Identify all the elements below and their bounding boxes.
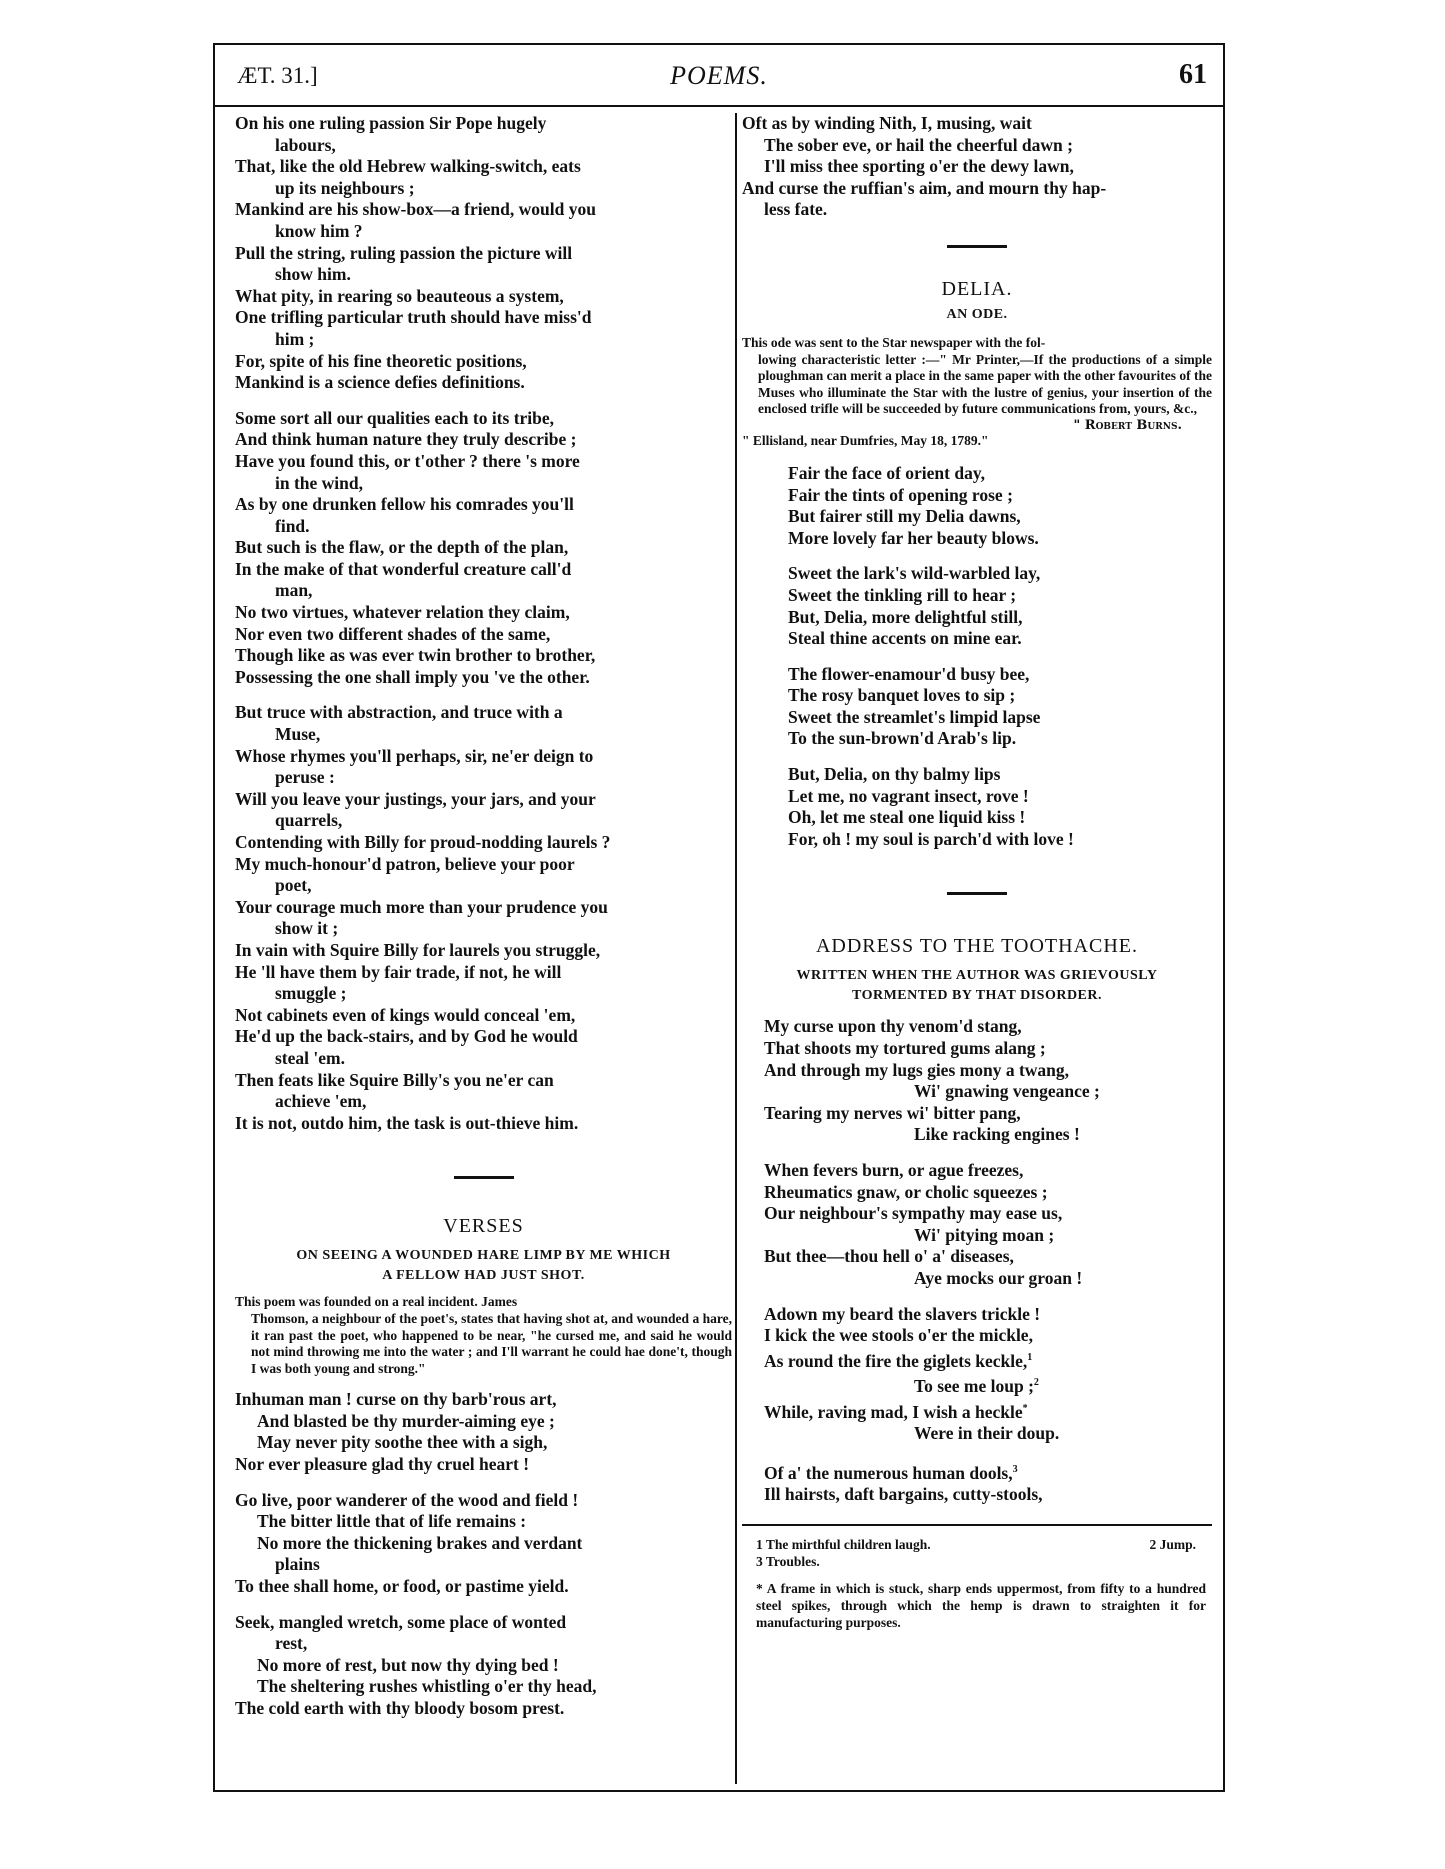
verse-line: Aye mocks our groan ! — [914, 1267, 1083, 1288]
verse-line: No more the thickening brakes and verdant — [257, 1532, 583, 1553]
page-number: 61 — [1179, 59, 1207, 90]
verse-line: Inhuman man ! curse on thy barb'rous art, — [235, 1389, 557, 1410]
footnote-marker: * — [1022, 1402, 1028, 1414]
footnote: 3 Troubles. — [756, 1553, 820, 1569]
delia-poem — [742, 278, 1212, 850]
verse-line: But such is the flaw, or the depth of the plan, — [235, 537, 569, 558]
verse-line: peruse : — [275, 767, 335, 788]
verse-line: But, Delia, on thy balmy lips — [788, 764, 1001, 785]
verse-line: Seek, mangled wretch, some place of wonted — [235, 1611, 567, 1632]
verse-line: And curse the ruffian's aim, and mourn thy hap- — [742, 177, 1107, 198]
verse-line: poet, — [275, 875, 312, 896]
headnote-text: This poem was founded on a real incident. James — [235, 1294, 518, 1310]
verse-line: I kick the wee stools o'er the mickle, — [764, 1325, 1033, 1346]
verse-line: Then feats like Squire Billy's you ne'er can — [235, 1069, 554, 1090]
left-column — [235, 113, 732, 1784]
poem-title: DELIA. — [941, 277, 1013, 300]
verse-line: As by one drunken fellow his comrades you'll — [235, 494, 574, 515]
verse-line: More lovely far her beauty blows. — [788, 527, 1039, 548]
poem-subtitle: ON SEEING A WOUNDED HARE LIMP BY ME WHICH — [296, 1248, 671, 1264]
verse-line: Nor even two different shades of the same, — [235, 623, 551, 644]
poem-title: ADDRESS TO THE TOOTHACHE. — [815, 935, 1139, 958]
verse-line: Have you found this, or t'other ? there 's more — [235, 450, 580, 471]
verses-poem — [235, 1215, 732, 1719]
footnote: * A frame in which is stuck, sharp ends uppermost, from fifty to a hundred steel spikes, through which the hemp is drawn to straighten it for manufacturing purposes. — [756, 1580, 1206, 1630]
verse-line: Mankind are his show-box—a friend, would you — [235, 199, 596, 220]
verse-line: The rosy banquet loves to sip ; — [788, 685, 1016, 706]
verse-line: And blasted be thy murder-aiming eye ; — [257, 1410, 555, 1431]
verse-line: labours, — [275, 134, 336, 155]
verse-line: in the wind, — [275, 472, 364, 493]
column-divider — [735, 113, 737, 1784]
poem-title: VERSES — [443, 1215, 524, 1238]
verse-line: Oh, let me steal one liquid kiss ! — [788, 807, 1026, 828]
verse-line: Adown my beard the slavers trickle ! — [764, 1303, 1041, 1324]
verse-line: My much-honour'd patron, believe your poor — [235, 853, 575, 874]
verse-line: The bitter little that of life remains : — [257, 1511, 527, 1532]
verse-line — [742, 1398, 1212, 1423]
verse-line: Though like as was ever twin brother to brother, — [235, 645, 596, 666]
verse-line: Muse, — [275, 724, 321, 745]
verse-line: That, like the old Hebrew walking-switch, eats — [235, 156, 581, 177]
verse-line: The sheltering rushes whistling o'er thy head, — [257, 1676, 597, 1697]
verse-line: Steal thine accents on mine ear. — [788, 628, 1022, 649]
footnotes — [742, 1536, 1212, 1631]
poem-subtitle: WRITTEN WHEN THE AUTHOR WAS GRIEVOUSLY — [796, 968, 1158, 984]
verse-line: And think human nature they truly describe ; — [235, 429, 577, 450]
verse-line: Rheumatics gnaw, or cholic squeezes ; — [764, 1181, 1048, 1202]
verse-line: For, oh ! my soul is parch'd with love ! — [788, 828, 1074, 849]
verse-text: While, raving mad, I wish a heckle — [764, 1401, 1023, 1422]
verse-line: Go live, poor wanderer of the wood and field ! — [235, 1489, 579, 1510]
verse-line: For, spite of his fine theoretic positions, — [235, 350, 527, 371]
headnote-text: This ode was sent to the Star newspaper with the fol- — [742, 334, 1046, 350]
verse-line: Your courage much more than your prudence you — [235, 896, 608, 917]
verse-line: Nor ever pleasure glad thy cruel heart ! — [235, 1454, 530, 1475]
verse-line: And through my lugs gies mony a twang, — [764, 1059, 1070, 1080]
verse-line — [742, 1347, 1212, 1372]
verse-line: find. — [275, 515, 310, 536]
verse-line: up its neighbours ; — [275, 177, 415, 198]
verse-line: To thee shall home, or food, or pastime yield. — [235, 1576, 569, 1597]
running-header — [215, 45, 1223, 107]
footnote — [756, 1536, 1206, 1553]
verse-line: man, — [275, 580, 313, 601]
footnote-text: 1 The mirthful children laugh. — [756, 1536, 931, 1552]
footnote-marker: 1 — [1027, 1351, 1033, 1363]
verse-line: Mankind is a science defies definitions. — [235, 372, 525, 393]
verse-line: When fevers burn, or ague freezes, — [764, 1160, 1024, 1180]
verse-line: Ill hairsts, daft bargains, cutty-stools, — [764, 1484, 1043, 1505]
verses-continued-stanza — [742, 113, 1212, 221]
toothache-poem — [742, 935, 1212, 1505]
poem-subtitle: AN ODE. — [946, 306, 1008, 322]
verse-line: Sweet the streamlet's limpid lapse — [788, 706, 1041, 727]
verse-line: But fairer still my Delia dawns, — [788, 506, 1021, 527]
verse-text: Of a' the numerous human dools, — [764, 1462, 1013, 1483]
verse-line: May never pity soothe thee with a sigh, — [257, 1432, 548, 1453]
verse-line: Were in their doup. — [914, 1423, 1060, 1444]
verse-line: But truce with abstraction, and truce with a — [235, 702, 563, 723]
letter-signature: " Robert Burns. — [1073, 417, 1182, 433]
epistle-stanza-3 — [235, 702, 732, 1134]
footnote-marker: 3 — [1012, 1463, 1018, 1475]
verse-line: show him. — [275, 264, 351, 285]
verse-line: Whose rhymes you'll perhaps, sir, ne'er deign to — [235, 745, 594, 766]
verse-line: plains — [275, 1554, 320, 1575]
verse-line: Fair the tints of opening rose ; — [788, 484, 1013, 505]
header-title: POEMS. — [670, 61, 768, 90]
verse-line: On his one ruling passion Sir Pope hugely — [235, 113, 547, 133]
verse-line: rest, — [275, 1633, 308, 1654]
verse-line: In vain with Squire Billy for laurels you struggle, — [235, 939, 601, 960]
verse-line: show it ; — [275, 918, 339, 939]
verse-line: No more of rest, but now thy dying bed ! — [257, 1654, 559, 1675]
verse-line: less fate. — [764, 199, 828, 220]
letter-dateline: " Ellisland, near Dumfries, May 18, 1789." — [742, 432, 989, 448]
footnote-text: 2 Jump. — [1149, 1536, 1196, 1552]
verse-line: The sober eve, or hail the cheerful dawn ; — [764, 134, 1073, 155]
verse-line: One trifling particular truth should have miss'd — [235, 307, 592, 328]
epistle-stanza-2 — [235, 408, 732, 689]
verse-line: To the sun-brown'd Arab's lip. — [788, 728, 1017, 749]
verse-text: To see me loup ; — [914, 1376, 1034, 1396]
verse-line: Tearing my nerves wi' bitter pang, — [764, 1102, 1021, 1123]
headnote — [742, 335, 1212, 418]
poem-subtitle: A FELLOW HAD JUST SHOT. — [382, 1268, 585, 1284]
footnote-marker: 2 — [1033, 1377, 1039, 1389]
verse-line — [742, 1372, 1212, 1397]
verse-line: Wi' pitying moan ; — [914, 1224, 1055, 1245]
verse-line: I'll miss thee sporting o'er the dewy lawn, — [764, 156, 1074, 177]
verse-line: That shoots my tortured gums alang ; — [764, 1038, 1046, 1059]
poem-subtitle: TORMENTED BY THAT DISORDER. — [852, 988, 1102, 1004]
verse-line: Pull the string, ruling passion the picture will — [235, 242, 573, 263]
right-column — [742, 113, 1212, 1784]
verse-line: Fair the face of orient day, — [788, 462, 985, 483]
verse-line: In the make of that wonderful creature call'd — [235, 558, 572, 579]
verse-line: No two virtues, whatever relation they claim, — [235, 602, 570, 623]
verse-line: him ; — [275, 328, 315, 349]
verse-line: know him ? — [275, 220, 363, 241]
verse-line: Not cabinets even of kings would conceal 'em, — [235, 1004, 576, 1025]
verse-line: achieve 'em, — [275, 1091, 367, 1112]
verse-line: Our neighbour's sympathy may ease us, — [764, 1203, 1063, 1224]
page-frame — [213, 43, 1225, 1792]
verse-line: Like racking engines ! — [914, 1124, 1080, 1145]
headnote-text: lowing characteristic letter :—" Mr Printer,—If the productions of a simple ploughman can merit a place in the same paper with the other favourites of the Muses who illuminate the Star with the lustre of genius, your insertion of the enclosed trifle will be succeeded by future communications from, yours, &c., — [758, 351, 1212, 417]
verse-line: Oft as by winding Nith, I, musing, wait — [742, 113, 1032, 133]
headnote — [235, 1294, 732, 1377]
verse-line: quarrels, — [275, 810, 343, 831]
verse-line: What pity, in rearing so beauteous a system, — [235, 285, 564, 306]
verse-line: Contending with Billy for proud-nodding laurels ? — [235, 832, 611, 852]
verse-line: Sweet the tinkling rill to hear ; — [788, 584, 1017, 605]
footnote-rule — [742, 1524, 1212, 1526]
verse-line: Wi' gnawing vengeance ; — [914, 1081, 1100, 1102]
verse-line: But, Delia, more delightful still, — [788, 606, 1023, 627]
verse-line: The cold earth with thy bloody bosom prest. — [235, 1698, 565, 1718]
verse-line: He 'll have them by fair trade, if not, he will — [235, 961, 562, 982]
headnote-text: Thomson, a neighbour of the poet's, states that having shot at, and wounded a hare, it ran past the poet, who happened to be near, "he cursed me, and said he would not mind throwing me into the water ; and I'll warrant he could hae done't, though I was both young and strong." — [251, 1310, 732, 1376]
verse-line: The flower-enamour'd busy bee, — [788, 663, 1030, 684]
verse-line: Sweet the lark's wild-warbled lay, — [788, 563, 1041, 584]
verse-line: Let me, no vagrant insect, rove ! — [788, 785, 1029, 806]
verse-text: As round the fire the giglets keckle, — [764, 1350, 1028, 1371]
verse-line: Possessing the one shall imply you 've the other. — [235, 666, 590, 687]
verse-line: Will you leave your justings, your jars, and your — [235, 788, 596, 809]
header-age: ÆT. 31.] — [237, 63, 318, 88]
verse-line: But thee—thou hell o' a' diseases, — [764, 1246, 1014, 1267]
verse-line: smuggle ; — [275, 983, 347, 1004]
verse-line: My curse upon thy venom'd stang, — [764, 1016, 1022, 1037]
verse-line: He'd up the back-stairs, and by God he would — [235, 1026, 578, 1047]
verse-line: Some sort all our qualities each to its tribe, — [235, 407, 555, 428]
verse-line: It is not, outdo him, the task is out-thieve him. — [235, 1112, 579, 1133]
verse-line — [742, 1459, 1212, 1484]
verse-line: steal 'em. — [275, 1047, 345, 1068]
epistle-stanza-1 — [235, 113, 732, 394]
